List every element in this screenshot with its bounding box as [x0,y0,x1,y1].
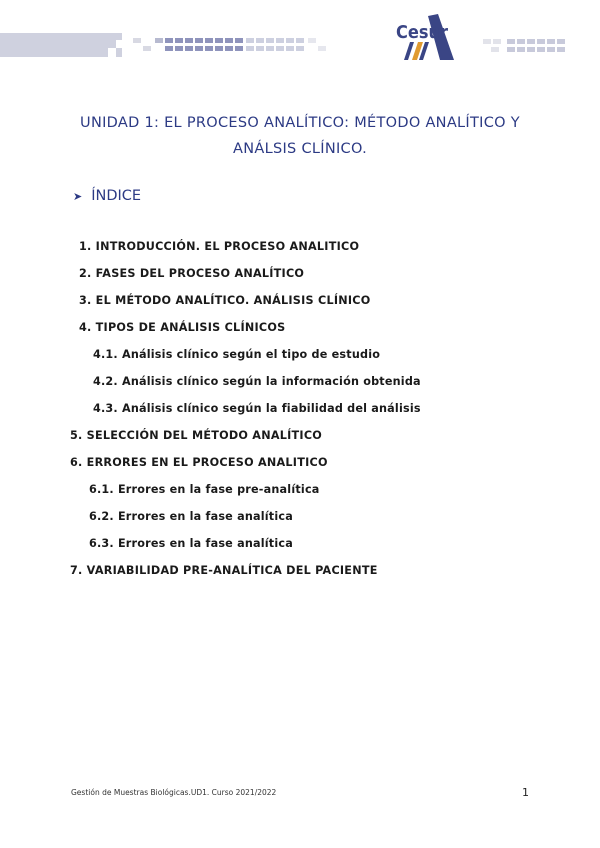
pixel [165,46,173,51]
band-notch [116,40,122,48]
toc-item[interactable]: 7. VARIABILIDAD PRE-ANALÍTICA DEL PACIENTE [70,564,378,577]
pixel [517,39,525,44]
pixel [493,39,501,44]
band-notch [108,48,116,57]
pixel [225,46,233,51]
pixel [491,47,499,52]
header-band [0,33,122,57]
pixel [296,38,304,43]
pixel [286,46,294,51]
pixel [175,38,183,43]
arrow-bullet-icon: ➤ [73,189,83,203]
pixel [185,46,193,51]
pixel [557,39,565,44]
pixel [527,39,535,44]
pixel [276,38,284,43]
pixel [537,39,545,44]
toc-item[interactable]: 1. INTRODUCCIÓN. EL PROCESO ANALITICO [79,240,360,253]
document-title-line1: UNIDAD 1: EL PROCESO ANALÍTICO: MÉTODO ANALÍTICO Y [80,115,520,131]
pixel [225,38,233,43]
pixel [195,46,203,51]
pixel [143,46,151,51]
pixel [215,38,223,43]
pixel [256,46,264,51]
pixel [286,38,294,43]
pixel [235,46,243,51]
pixel [256,38,264,43]
pixel [133,38,141,43]
footer-text: Gestión de Muestras Biológicas.UD1. Curso 2021/2022 [71,788,277,797]
toc-subitem[interactable]: 6.3. Errores en la fase analítica [89,537,293,550]
page-header [0,0,600,70]
pixel [266,46,274,51]
pixel [195,38,203,43]
pixel [246,46,254,51]
pixel [155,38,163,43]
pixel [165,38,173,43]
pixel [205,46,213,51]
pixel [308,38,316,43]
toc-item[interactable]: 4. TIPOS DE ANÁLISIS CLÍNICOS [79,321,286,334]
pixel [483,39,491,44]
pixel [537,47,545,52]
toc-item[interactable]: 3. EL MÉTODO ANALÍTICO. ANÁLISIS CLÍNICO [79,294,371,307]
pixel [266,38,274,43]
toc-subitem[interactable]: 4.1. Análisis clínico según el tipo de estudio [93,348,381,361]
toc-subitem[interactable]: 6.2. Errores en la fase analítica [89,510,293,523]
index-heading-label: ÍNDICE [91,188,142,204]
pixel [517,47,525,52]
pixel [527,47,535,52]
document-title-line2: ANÁLSIS CLÍNICO. [232,141,368,157]
cesur-logo-icon [394,12,456,60]
pixel [205,38,213,43]
toc-item[interactable]: 2. FASES DEL PROCESO ANALÍTICO [79,267,305,280]
page-number: 1 [522,786,529,799]
toc-subitem[interactable]: 6.1. Errores en la fase pre-analítica [89,483,320,496]
pixel [547,39,555,44]
svg-text:Cesur: Cesur [396,22,449,43]
pixel [235,38,243,43]
pixel [276,46,284,51]
pixel [246,38,254,43]
pixel [547,47,555,52]
pixel [185,38,193,43]
pixel [215,46,223,51]
pixel [507,39,515,44]
toc-subitem[interactable]: 4.2. Análisis clínico según la información obtenida [93,375,421,388]
pixel [557,47,565,52]
toc-item[interactable]: 6. ERRORES EN EL PROCESO ANALITICO [70,456,328,469]
pixel [507,47,515,52]
pixel [175,46,183,51]
index-heading [73,188,141,204]
pixel [318,46,326,51]
pixel [296,46,304,51]
toc-item[interactable]: 5. SELECCIÓN DEL MÉTODO ANALÍTICO [70,429,323,442]
toc-subitem[interactable]: 4.3. Análisis clínico según la fiabilidad del análisis [93,402,421,415]
